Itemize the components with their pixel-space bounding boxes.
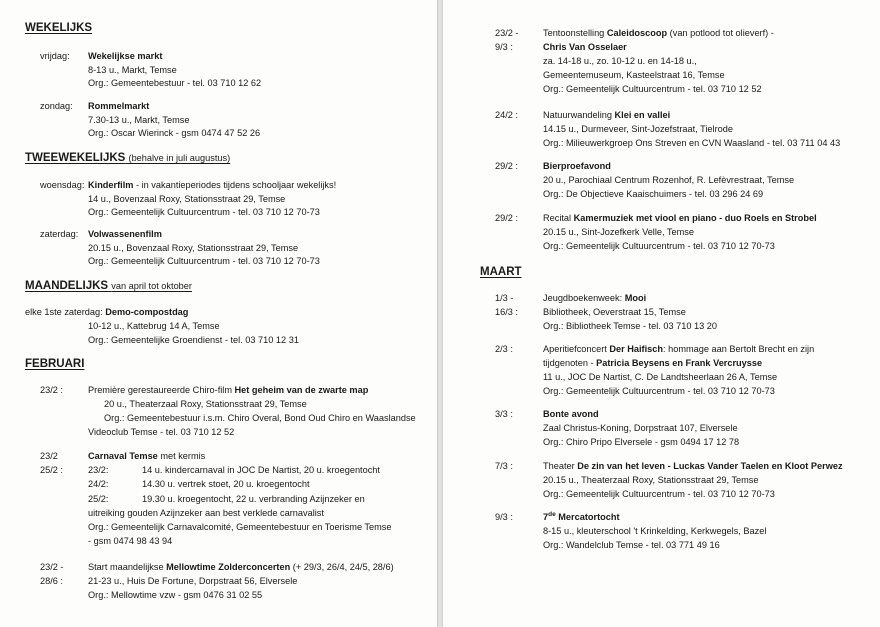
event-location: 20.15 u., Sint-Jozefkerk Velle, Temse [543, 227, 694, 237]
event-title: Aperitiefconcert Der Haifisch: hommage aan Bertolt Brecht en zijn [543, 344, 815, 354]
event-organizer: Org.: Mellowtime vzw - gsm 0476 31 02 55 [88, 590, 263, 600]
event-date: 23/2 [40, 451, 58, 461]
sub-date: 25/2: [88, 494, 109, 504]
heading-februari: FEBRUARI [25, 358, 85, 370]
event-title: Carnaval Temse met kermis [88, 451, 206, 461]
event-title: Natuurwandeling Klei en vallei [543, 110, 671, 120]
event-organizer: Org.: Gemeentebestuur - tel. 03 710 12 62 [88, 78, 262, 88]
event-organizer: Org.: Oscar Wierinck - gsm 0474 47 52 26 [88, 128, 261, 138]
event-location: 7.30-13 u., Markt, Temse [88, 115, 190, 125]
event-date: 23/2 - [495, 28, 519, 38]
event-location: 14 u., Bovenzaal Roxy, Stationsstraat 29, Temse [88, 194, 286, 204]
event-location: Gemeentemuseum, Kasteelstraat 16, Temse [543, 70, 725, 80]
sub-text: 19.30 u. kroegentocht, 22 u. verbranding Azijnzeker en [142, 494, 365, 504]
event-organizer: Org.: Bibliotheek Temse - tel. 03 710 13 20 [543, 321, 717, 331]
event-organizer: Org.: Chiro Pripo Elversele - gsm 0494 17 12 78 [543, 437, 740, 447]
event-organizer: Org.: Milieuwerkgroep Ons Streven en CVN Waasland - tel. 03 711 04 43 [543, 138, 841, 148]
event-title: Kinderfilm - in vakantieperiodes tijdens schooljaar wekelijks! [88, 180, 337, 190]
sub-text: 14 u. kindercarnaval in JOC De Nartist, 20 u. kroegentocht [142, 465, 380, 475]
heading-wekelijks: WEKELIJKS [25, 22, 93, 34]
event-title: Wekelijkse markt [88, 51, 163, 61]
event-title: Tentoonstelling Caleidoscoop (van potlood tot olieverf) - [543, 28, 774, 38]
event-date: 7/3 : [495, 461, 513, 471]
event-location: 8-15 u., kleuterschool 't Krinkelding, Kerkwegels, Bazel [543, 526, 767, 536]
event-date: 1/3 - [495, 293, 514, 303]
event-title: tijdgenoten - Patricia Beysens en Frank Vercruysse [543, 358, 763, 368]
event-date: 2/3 : [495, 344, 513, 354]
event-organizer: Org.: Gemeentelijk Cultuurcentrum - tel. 03 710 12 70-73 [88, 207, 320, 217]
event-location: 20 u., Theaterzaal Roxy, Stationsstraat 29, Temse [104, 399, 307, 409]
event-organizer: Org.: Gemeentebestuur i.s.m. Chiro Overal, Bond Oud Chiro en Waaslandse [104, 413, 416, 423]
event-location: 20.15 u., Bovenzaal Roxy, Stationsstraat 29, Temse [88, 243, 299, 253]
event-organizer: Org.: Gemeentelijk Carnavalcomité, Gemeentebestuur en Toerisme Temse [88, 522, 392, 532]
event-title: Bonte avond [543, 409, 599, 419]
day-label: zaterdag: [40, 229, 79, 239]
sub-date: 24/2: [88, 479, 109, 489]
event-title: 7de Mercatortocht [543, 511, 620, 523]
event-date: 25/2 : [40, 465, 63, 475]
event-title: Theater De zin van het leven - Luckas Vander Taelen en Kloot Perwez [543, 461, 843, 471]
event-organizer-cont: - gsm 0474 98 43 94 [88, 536, 173, 546]
event-detail: uitreiking gouden Azijnzeker aan best verklede carnavalist [88, 508, 324, 518]
event-date: 23/2 - [40, 562, 64, 572]
event-date: 29/2 : [495, 161, 518, 171]
event-date: 3/3 : [495, 409, 513, 419]
right-page [443, 0, 880, 627]
event-title: elke 1ste zaterdag: Demo-compostdag [25, 307, 189, 317]
event-date: 28/6 : [40, 576, 63, 586]
day-label: zondag: [40, 101, 73, 111]
event-location: Zaal Christus-Koning, Dorpstraat 107, Elversele [543, 423, 738, 433]
event-organizer: Org.: Wandelclub Temse - tel. 03 771 49 16 [543, 540, 720, 550]
event-location: 11 u., JOC De Nartist, C. De Landtsheerlaan 26 A, Temse [543, 372, 778, 382]
event-location: 20.15 u., Theaterzaal Roxy, Stationsstraat 29, Temse [543, 475, 759, 485]
event-date: 29/2 : [495, 213, 518, 223]
event-date: 24/2 : [495, 110, 518, 120]
event-organizer: Org.: Gemeentelijk Cultuurcentrum - tel. 03 710 12 52 [543, 84, 762, 94]
event-title: Recital Kamermuziek met viool en piano - duo Roels en Strobel [543, 213, 817, 223]
event-location: 10-12 u., Kattebrug 14 A, Temse [88, 321, 220, 331]
event-title: Chris Van Osselaer [543, 42, 627, 52]
event-location: 21-23 u., Huis De Fortune, Dorpstraat 56, Elversele [88, 576, 298, 586]
event-date: 9/3 : [495, 42, 513, 52]
sub-text: 14.30 u. vertrek stoet, 20 u. kroegentocht [142, 479, 310, 489]
event-organizer-cont: Videoclub Temse - tel. 03 710 12 52 [88, 427, 235, 437]
event-title: Volwassenenfilm [88, 229, 162, 239]
heading-maart: MAART [480, 266, 522, 278]
event-title: Start maandelijkse Mellowtime Zolderconcerten (+ 29/3, 26/4, 24/5, 28/6) [88, 562, 394, 572]
sub-date: 23/2: [88, 465, 109, 475]
event-organizer: Org.: De Objectieve Kaaischuimers - tel. 03 296 24 69 [543, 189, 764, 199]
event-date: 16/3 : [495, 307, 518, 317]
event-organizer: Org.: Gemeentelijk Cultuurcentrum - tel. 03 710 12 70-73 [543, 241, 775, 251]
event-title: Bierproefavond [543, 161, 611, 171]
heading-maandelijks: MAANDELIJKS van april tot oktober [25, 280, 192, 292]
event-title: Jeugdboekenweek: Mooi [543, 293, 647, 303]
day-label: woensdag: [40, 180, 85, 190]
event-location: 20 u., Parochiaal Centrum Rozenhof, R. Lefèvrestraat, Temse [543, 175, 795, 185]
event-title: Rommelmarkt [88, 101, 150, 111]
event-date: 9/3 : [495, 512, 513, 522]
event-time: za. 14-18 u., zo. 10-12 u. en 14-18 u., [543, 56, 697, 66]
event-location: 8-13 u., Markt, Temse [88, 65, 177, 75]
event-organizer: Org.: Gemeentelijke Groendienst - tel. 03 710 12 31 [88, 335, 299, 345]
event-organizer: Org.: Gemeentelijk Cultuurcentrum - tel. 03 710 12 70-73 [88, 256, 320, 266]
day-label: vrijdag: [40, 51, 70, 61]
left-page [0, 0, 437, 627]
event-location: 14.15 u., Durmeveer, Sint-Jozefstraat, Tielrode [543, 124, 733, 134]
event-location: Bibliotheek, Oeverstraat 15, Temse [543, 307, 686, 317]
heading-tweewekelijks: TWEEWEKELIJKS (behalve in juli augustus) [25, 152, 231, 164]
event-title: Première gerestaureerde Chiro-film Het geheim van de zwarte map [88, 385, 369, 395]
event-organizer: Org.: Gemeentelijk Cultuurcentrum - tel. 03 710 12 70-73 [543, 489, 775, 499]
event-date: 23/2 : [40, 385, 63, 395]
event-organizer: Org.: Gemeentelijk Cultuurcentrum - tel. 03 710 12 70-73 [543, 386, 775, 396]
